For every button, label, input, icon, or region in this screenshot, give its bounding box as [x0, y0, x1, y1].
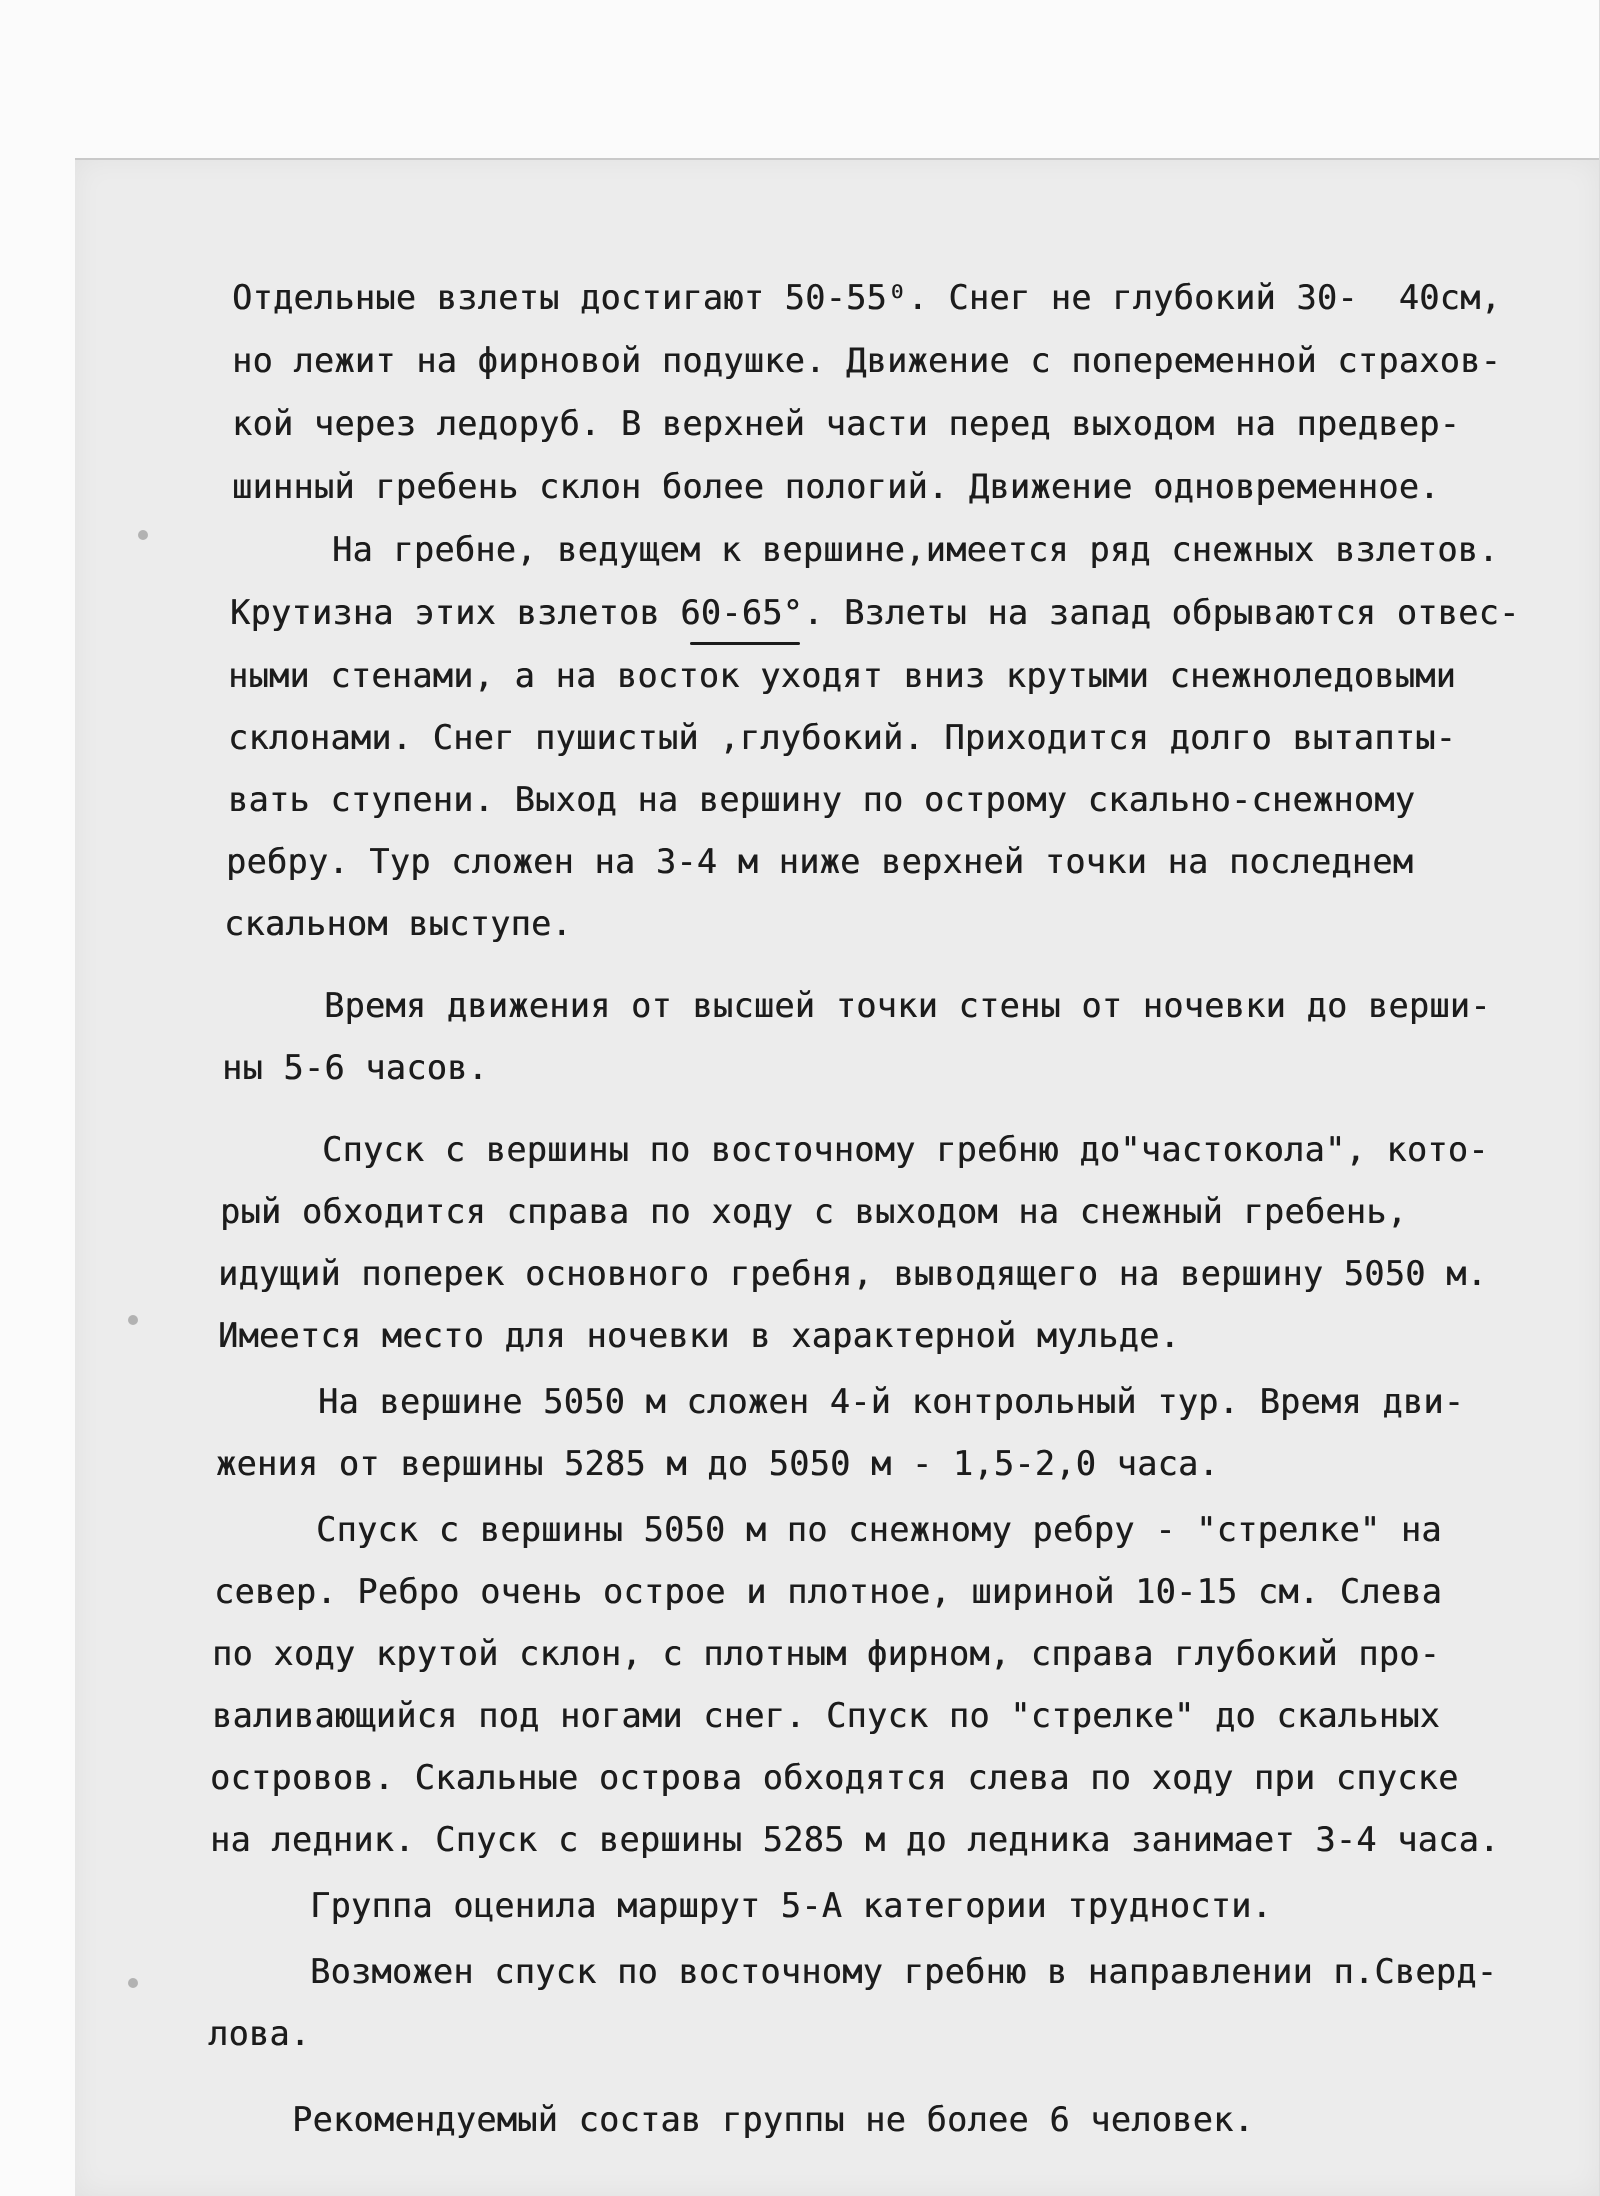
- text-line: островов. Скальные острова обходятся слева по ходу при спуске: [210, 1758, 1459, 1797]
- punch-hole-mark: [128, 1978, 138, 1988]
- text-line: скальном выступе.: [224, 904, 572, 943]
- paper-edge: [75, 158, 1600, 160]
- text-line: ными стенами, а на восток уходят вниз крутыми снежноледовыми: [228, 656, 1457, 695]
- text-line: Имеется место для ночевки в характерной мульде.: [218, 1316, 1181, 1355]
- punch-hole-mark: [128, 1315, 138, 1325]
- text-line: На гребне, ведущем к вершине,имеется ряд снежных взлетов.: [332, 530, 1499, 569]
- text-line: на ледник. Спуск с вершины 5285 м до ледника занимает 3-4 часа.: [210, 1820, 1500, 1859]
- text-line: жения от вершины 5285 м до 5050 м - 1,5-2,0 часа.: [216, 1444, 1219, 1483]
- text-line: лова.: [208, 2014, 311, 2053]
- text-line: север. Ребро очень острое и плотное, шириной 10-15 см. Слева: [214, 1572, 1443, 1611]
- text-line: идущий поперек основного гребня, выводящего на вершину 5050 м.: [218, 1254, 1488, 1293]
- text-line: шинный гребень склон более пологий. Движение одновременное.: [232, 467, 1440, 506]
- text-line: по ходу крутой склон, с плотным фирном, справа глубокий про-: [212, 1634, 1441, 1673]
- text-line: Отдельные взлеты достигают 50-55⁰. Снег не глубокий 30- 40см,: [232, 278, 1502, 317]
- text-line: Возможен спуск по восточному гребню в направлении п.Сверд-: [310, 1952, 1498, 1991]
- text-line: склонами. Снег пушистый ,глубокий. Приходится долго вытапты-: [228, 718, 1457, 757]
- text-line: Крутизна этих взлетов 60-65°. Взлеты на запад обрываются отвес-: [230, 593, 1520, 632]
- text-line: но лежит на фирновой подушке. Движение с попеременной страхов-: [232, 341, 1502, 380]
- text-line: валивающийся под ногами снег. Спуск по "стрелке" до скальных: [212, 1696, 1441, 1735]
- text-line: вать ступени. Выход на вершину по острому скально-снежному: [228, 780, 1416, 819]
- text-line: Время движения от высшей точки стены от ночевки до верши-: [324, 986, 1491, 1025]
- punch-hole-mark: [138, 530, 148, 540]
- text-line: ребру. Тур сложен на 3-4 м ниже верхней точки на последнем: [226, 842, 1414, 881]
- text-line: Спуск с вершины 5050 м по снежному ребру - "стрелке" на: [316, 1510, 1442, 1549]
- text-line: Группа оценила маршрут 5-А категории трудности.: [310, 1886, 1273, 1925]
- text-line: рый обходится справа по ходу с выходом на снежный гребень,: [220, 1192, 1408, 1231]
- text-line: кой через ледоруб. В верхней части перед выходом на предвер-: [232, 404, 1461, 443]
- text-line: Спуск с вершины по восточному гребню до"частокола", кото-: [322, 1130, 1489, 1169]
- handwritten-underline: [690, 642, 800, 645]
- text-line: ны 5-6 часов.: [222, 1048, 489, 1087]
- text-line: Рекомендуемый состав группы не более 6 человек.: [292, 2100, 1255, 2139]
- text-line: На вершине 5050 м сложен 4-й контрольный тур. Время дви-: [318, 1382, 1465, 1421]
